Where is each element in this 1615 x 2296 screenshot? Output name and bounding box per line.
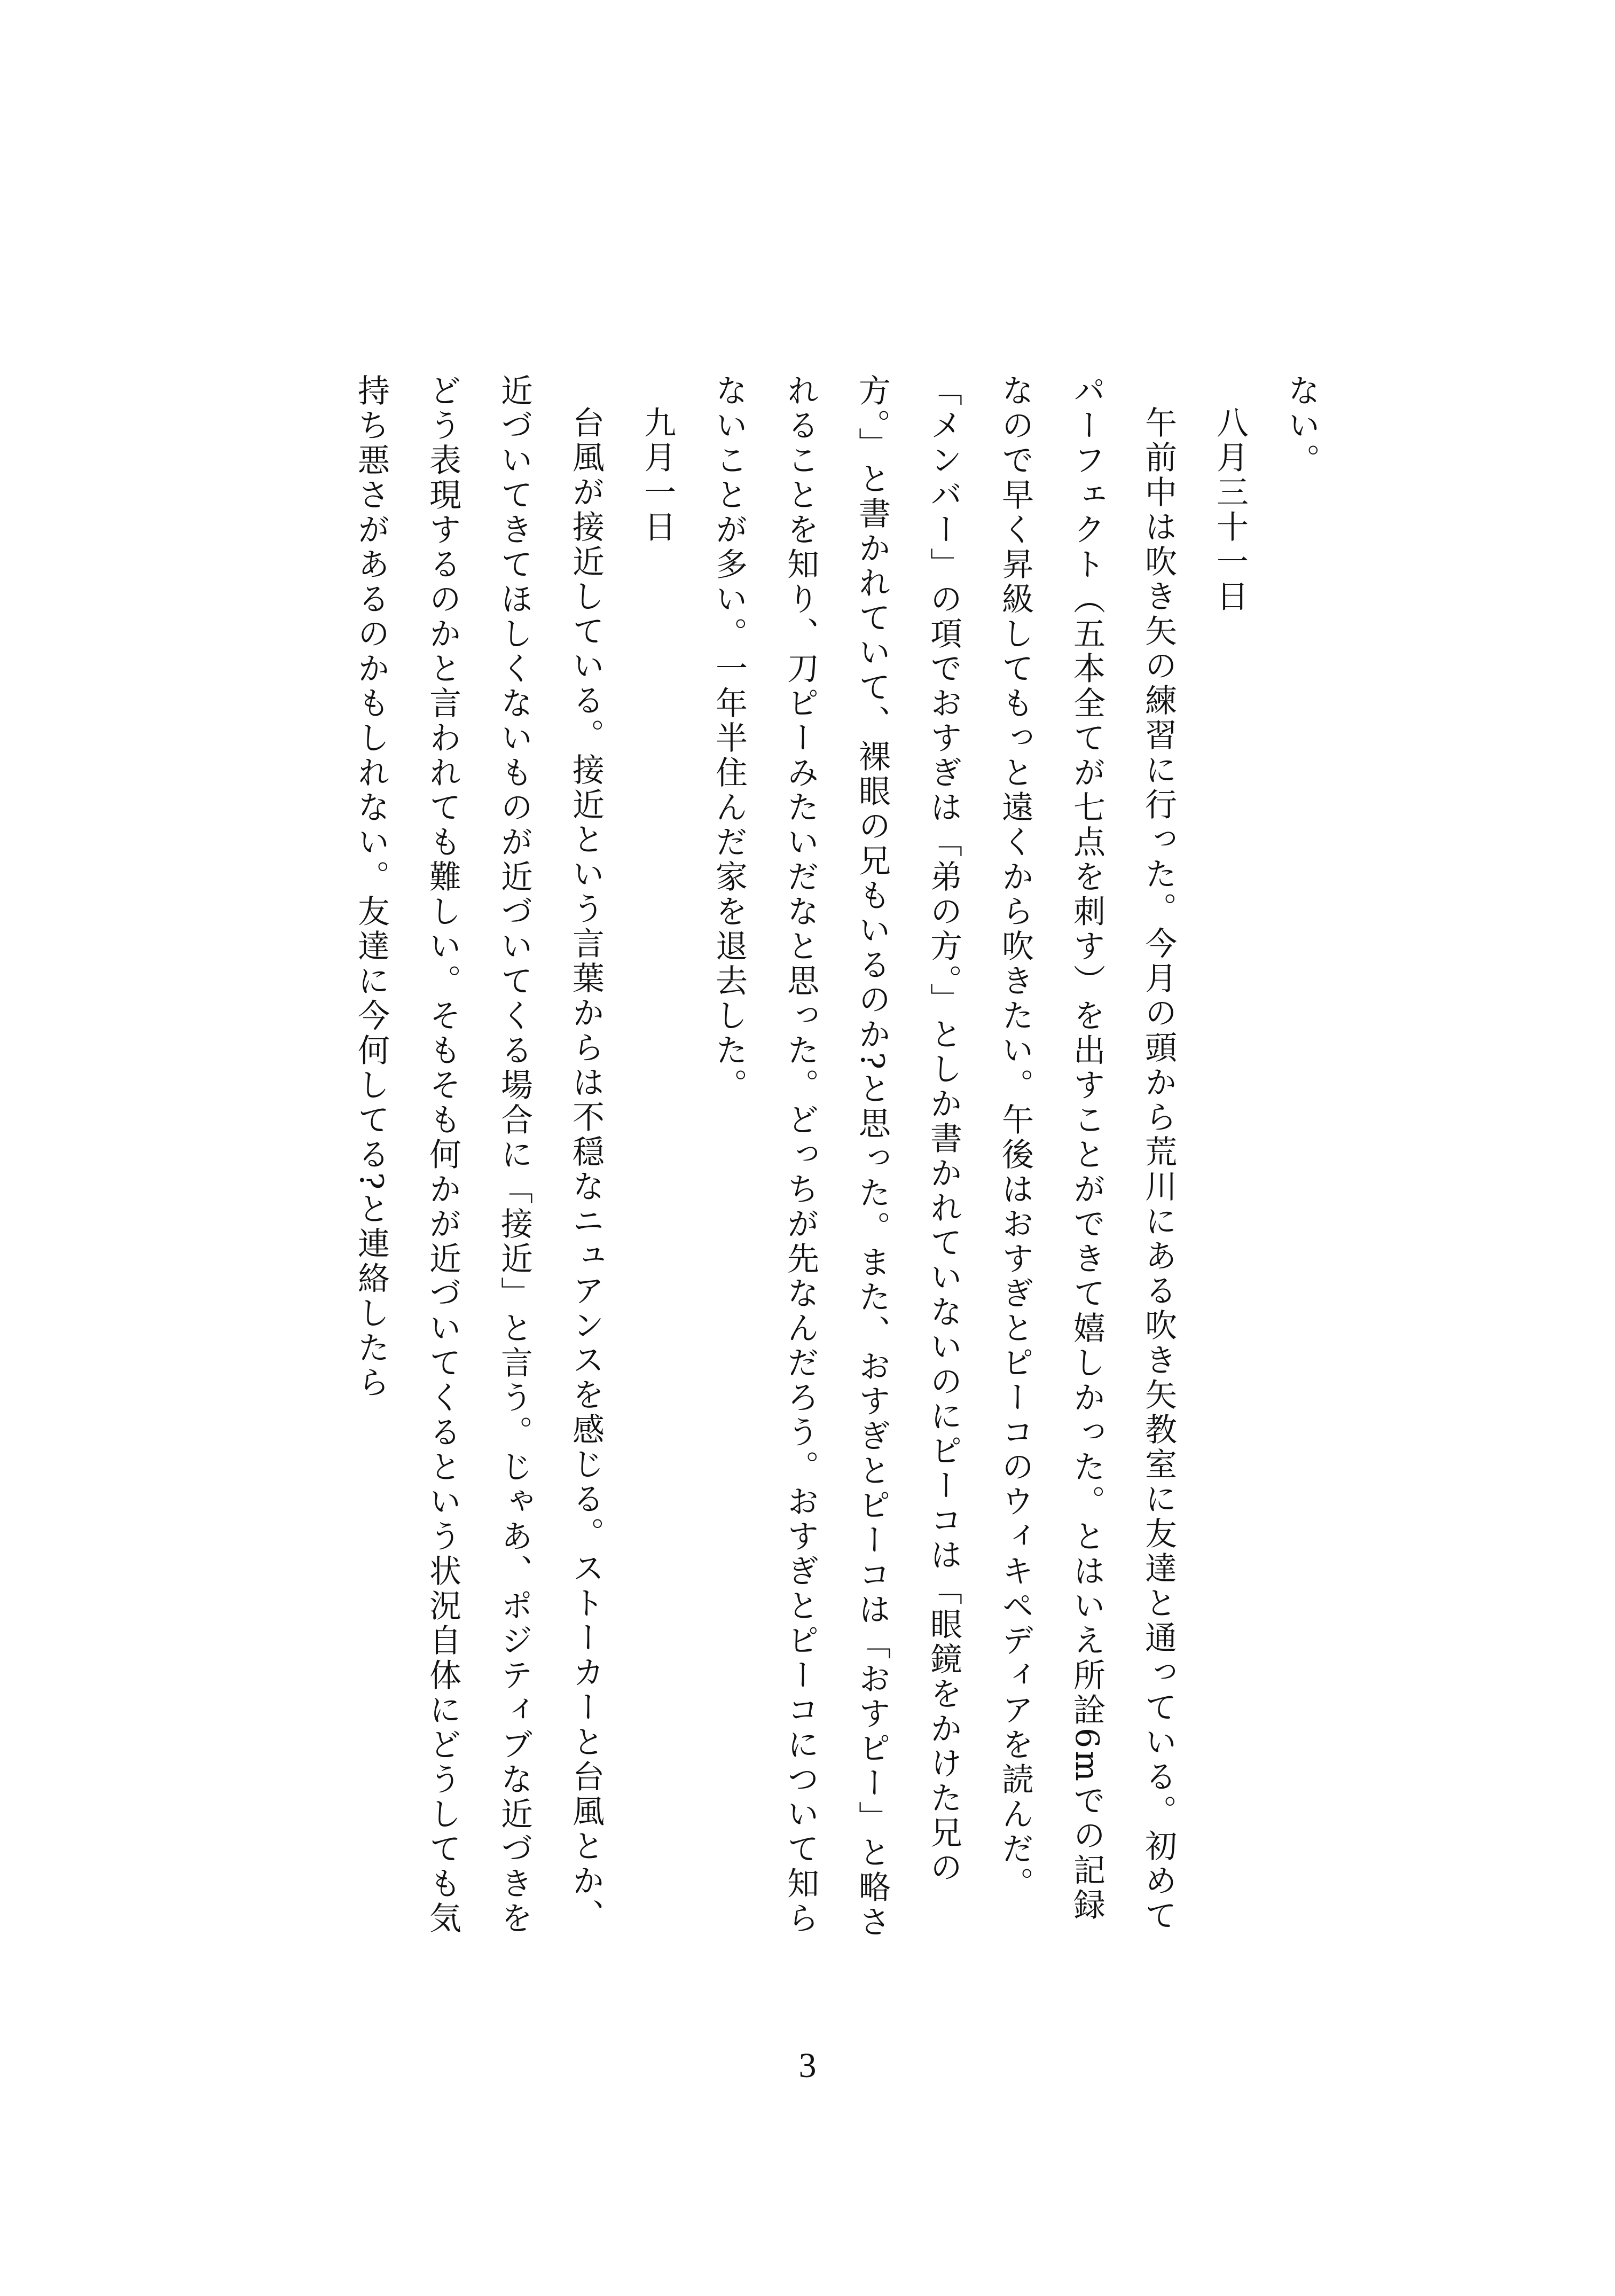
page-number: 3 xyxy=(798,2046,817,2085)
diary-date-heading: 九月一日 xyxy=(639,406,676,545)
diary-entry-paragraph: 午前中は吹き矢の練習に行った。今月の頭から荒川にある吹き矢教室に友達と通っている。初めてパーフェクト（五本全てが七点を刺す）を出すことができて嬉しかった。とはいえ所詮6mでの記録なので早く昇級してもっと遠くから吹きたい。午後はおすぎとピーコのウィキペディアを読んだ。「メンバー」の項でおすぎは「弟の方。」としか書かれていないのにピーコは「眼鏡をかけた兄の方。」と書かれていて、裸眼の兄もいるのか?と思った。また、おすぎとピーコは「おすピー」と略されることを知り、刀ピーみたいだなと思った。どっちが先なんだろう。おすぎとピーコについて知らないことが多い。一年半住んだ家を退去した。 xyxy=(710,374,1177,1940)
diary-entry-paragraph: 台風が接近している。接近という言葉からは不穏なニュアンスを感じる。ストーカーと台風とか、近づいてきてほしくないものが近づいてくる場合に「接近」と言う。じゃあ、ポジティブな近づきをどう表現するのかと言われても難しい。そもそも何かが近づいてくるという状況自体にどうしても気持ち悪さがあるのかもしれない。友達に今何してる?と連絡したら xyxy=(352,374,605,1936)
diary-date-heading: 八月三十一日 xyxy=(1211,406,1249,614)
vertical-text-block xyxy=(269,374,1337,1949)
continuation-line: ない。 xyxy=(1283,374,1320,478)
